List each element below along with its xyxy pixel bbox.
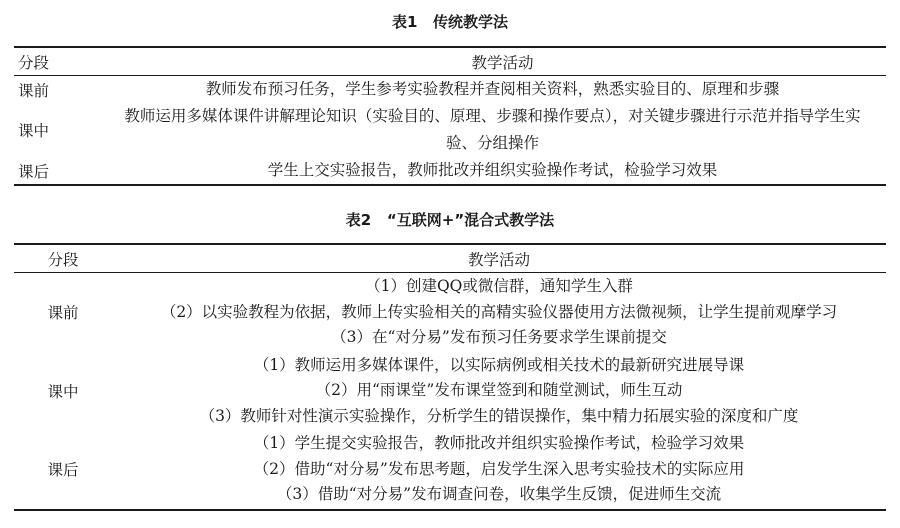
list-item: （3）借助“对分易”发布调查问卷，收集学生反馈，促进师生交流 (276, 485, 722, 503)
list-item: （2）以实验教程为依据，教师上传实验相关的高精实验仪器使用方法微视频，让学生提前观摩学习 (160, 302, 838, 321)
table1-caption: 表1 传统教学法 (391, 13, 509, 31)
table-row (14, 352, 886, 431)
table1-header-segment: 分段 (18, 53, 50, 72)
table2-row3-activity (112, 430, 886, 510)
table1-row2-segment: 课中 (18, 122, 50, 140)
list-item: （3）教师针对性演示实验操作，分析学生的错误操作，集中精力拓展实验的深度和广度 (199, 406, 799, 425)
table1-row3-activity: 学生上交实验报告，教师批改并组织实验操作考试，检验学习效果 (267, 161, 718, 179)
table1-row1-segment: 课前 (18, 81, 50, 100)
table-row (14, 273, 886, 352)
table2-blended-teaching (14, 243, 886, 511)
list-item: （1）创建QQ或微信群，通知学生入群 (365, 277, 633, 295)
table-row (14, 157, 886, 185)
list-item: （3）在“对分易”发布预习任务要求学生课前提交 (331, 328, 667, 346)
table-row (14, 430, 886, 510)
table2-caption: 表2 “互联网+”混合式教学法 (345, 211, 555, 229)
table-row (14, 76, 886, 104)
list-item: （1）教师运用多媒体课件，以实际病例或相关技术的最新研究进展导课 (253, 355, 745, 374)
table2-row1-activity (112, 273, 886, 352)
table2-header-row (14, 244, 886, 273)
list-item: （1）学生提交实验报告，教师批改并组织实验操作考试，检验学习效果 (253, 434, 745, 452)
table2-row1-segment: 课前 (47, 304, 79, 323)
table2-row2-activity (112, 352, 886, 431)
table2-header-segment: 分段 (47, 250, 79, 269)
table-row (14, 103, 886, 157)
table2-row3-segment: 课后 (47, 461, 79, 480)
table1-row2-activity: 教师运用多媒体课件讲解理论知识（实验目的、原理、步骤和操作要点），对关键步骤进行示范并指导学生实验、分组操作 (124, 107, 861, 152)
table1-row1-activity: 教师发布预习任务，学生参考实验教程并查阅相关资料，熟悉实验目的、原理和步骤 (205, 80, 780, 98)
table1-header-activity: 教学活动 (471, 53, 534, 72)
table2-row2-segment: 课中 (47, 382, 79, 401)
table2-header-activity: 教学活动 (467, 250, 530, 269)
table1-row3-segment: 课后 (18, 162, 50, 181)
table1-header-row (14, 47, 886, 76)
list-item: （2）借助“对分易”发布思考题，启发学生深入思考实验技术的实际应用 (253, 459, 745, 478)
table1-traditional-teaching (14, 46, 886, 186)
list-item: （2）用“雨课堂”发布课堂签到和随堂测试，师生互动 (315, 381, 683, 399)
